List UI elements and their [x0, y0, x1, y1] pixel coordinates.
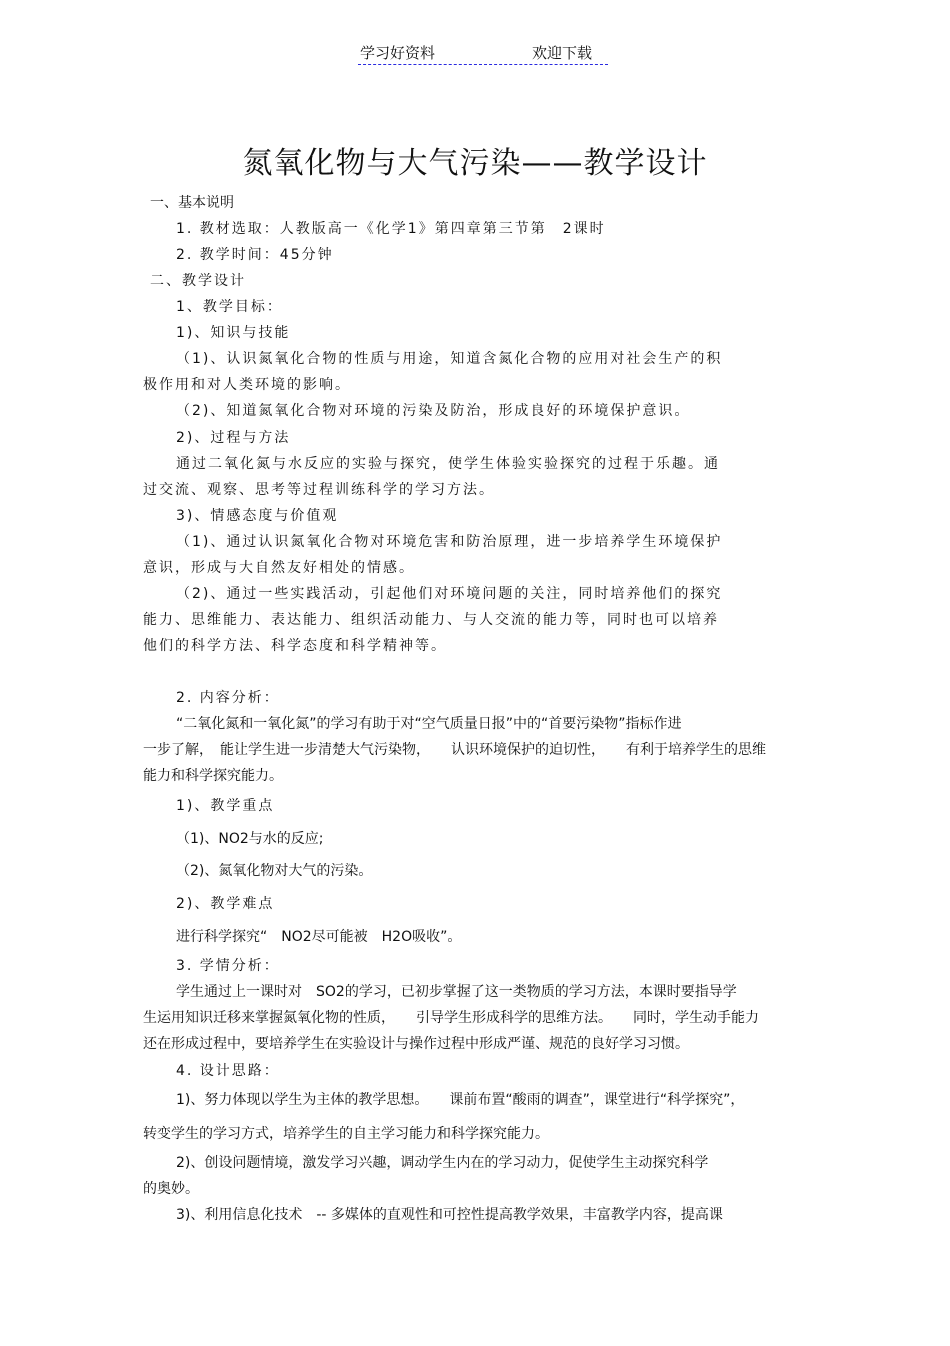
text-line: 意识，形成与大自然友好相处的情感。 [143, 560, 415, 576]
text-line: （1)、NO2与水的反应; [176, 831, 324, 847]
text-line: 通过二氧化氮与水反应的实验与探究，使学生体验实验探究的过程于乐趣。通 [176, 456, 720, 472]
section-heading: 二、教学设计 [150, 273, 246, 289]
document-title: 氮氧化物与大气污染——教学设计 [242, 146, 708, 181]
text-line: 还在形成过程中，要培养学生在实验设计与操作过程中形成严谨、规范的良好学习习惯。 [143, 1036, 689, 1052]
text-line: 极作用和对人类环境的影响。 [143, 377, 351, 393]
text-line: 2. 教学时间：45分钟 [176, 247, 334, 263]
header-left-text: 学习好资料 [360, 44, 436, 62]
text-line: 能力和科学探究能力。 [143, 768, 283, 784]
section-heading: 一、基本说明 [150, 195, 234, 211]
text-line: 能力、思维能力、表达能力、组织活动能力、与人交流的能力等，同时也可以培养 [143, 612, 719, 628]
text-line: 一步了解， 能让学生进一步清楚大气污染物， 认识环境保护的迫切性， 有利于培养学生的思维 [143, 742, 766, 758]
text-line: 过交流、观察、思考等过程训练科学的学习方法。 [143, 482, 495, 498]
text-line: “二氧化氮和一氧化氮”的学习有助于对“空气质量日报”中的“首要污染物”指标作进 [176, 716, 682, 732]
subsection-heading: 1、教学目标： [176, 299, 283, 315]
text-line: （2)、知道氮氧化合物对环境的污染及防治，形成良好的环境保护意识。 [176, 403, 691, 419]
text-line: （2)、氮氧化物对大气的污染。 [176, 863, 373, 879]
text-line: （1)、认识氮氧化合物的性质与用途，知道含氮化合物的应用对社会生产的积 [176, 351, 723, 367]
page-header [358, 40, 608, 65]
text-line: 3)、利用信息化技术 -- 多媒体的直观性和可控性提高教学效果，丰富教学内容，提高课 [176, 1207, 723, 1223]
subsection-heading: 2)、过程与方法 [176, 430, 291, 446]
text-line: 1)、努力体现以学生为主体的教学思想。 课前布置“酸雨的调查”，课堂进行“科学探究”， [176, 1092, 745, 1108]
text-line: 学生通过上一课时对 SO2的学习，已初步掌握了这一类物质的学习方法，本课时要指导学 [176, 984, 737, 1000]
subsection-heading: 1)、知识与技能 [176, 325, 291, 341]
text-line: （1)、通过认识氮氧化合物对环境危害和防治原理，进一步培养学生环境保护 [176, 534, 723, 550]
header-right-text: 欢迎下载 [532, 44, 593, 62]
text-line: （2)、通过一些实践活动，引起他们对环境问题的关注，同时培养他们的探究 [176, 586, 723, 602]
text-line: 2)、创设问题情境，激发学习兴趣，调动学生内在的学习动力，促使学生主动探究科学 [176, 1155, 709, 1171]
text-line: 1. 教材选取：人教版高一《化学1》第四章第三节第 2课时 [176, 221, 606, 237]
text-line: 转变学生的学习方式，培养学生的自主学习能力和科学探究能力。 [143, 1126, 549, 1142]
subsection-heading: 1)、教学重点 [176, 798, 275, 814]
text-line: 进行科学探究“ NO2尽可能被 H2O吸收”。 [176, 929, 462, 945]
section-heading: 2. 内容分析： [176, 690, 280, 706]
text-line: 生运用知识迁移来掌握氮氧化物的性质， 引导学生形成科学的思维方法。 同时，学生动手能力 [143, 1010, 759, 1026]
section-heading: 3. 学情分析： [176, 958, 280, 974]
text-line: 他们的科学方法、科学态度和科学精神等。 [143, 638, 447, 654]
subsection-heading: 2)、教学难点 [176, 896, 275, 912]
subsection-heading: 3)、情感态度与价值观 [176, 508, 339, 524]
section-heading: 4. 设计思路： [176, 1063, 280, 1079]
text-line: 的奥妙。 [143, 1181, 199, 1197]
